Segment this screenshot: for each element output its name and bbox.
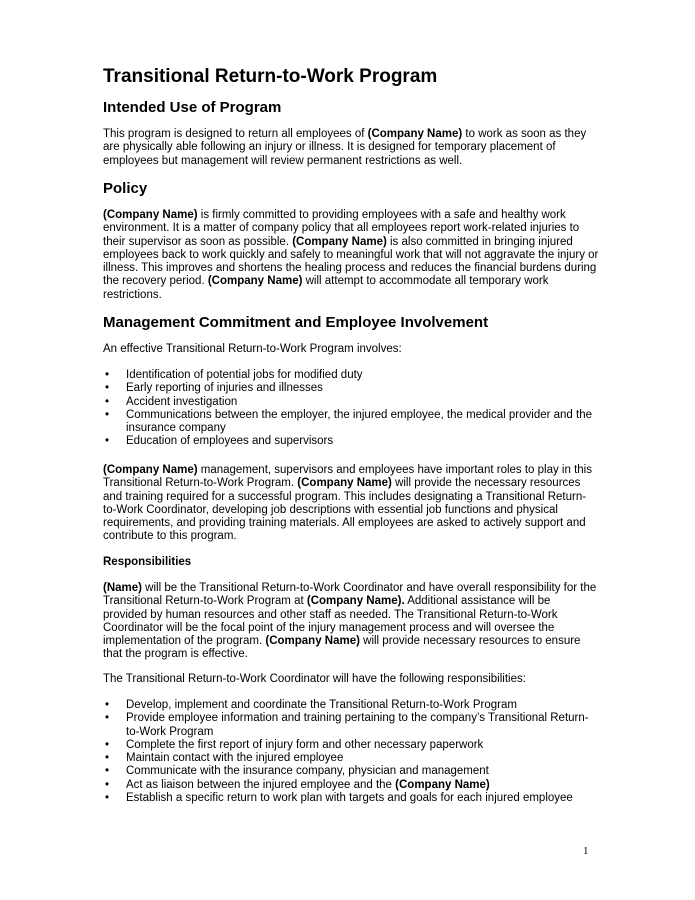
list-item xyxy=(103,792,589,805)
text-run: Transitional Return-to-Work Program. xyxy=(103,477,298,490)
company-name-placeholder: (Company Name) xyxy=(395,778,490,791)
company-name-placeholder: (Company Name) xyxy=(103,209,198,221)
bullet-icon: • xyxy=(105,738,110,751)
text-line xyxy=(103,477,603,490)
text-run: Transitional Return-to-Work Program at xyxy=(103,595,307,608)
text-line xyxy=(103,635,603,648)
company-name-placeholder: (Company Name) xyxy=(265,635,360,648)
text-run: will attempt to accommodate all temporary work xyxy=(302,275,549,288)
text-line xyxy=(103,582,603,595)
company-name-placeholder: (Company Name) xyxy=(292,235,387,248)
list-item xyxy=(103,712,589,739)
text-run: the recovery period. xyxy=(103,275,208,288)
text-run: requirements, and providing training materials. All employees are asked to actively support and xyxy=(103,517,586,530)
text-run: are physically able following an injury or illness. It is designed for temporary placement of xyxy=(103,141,556,154)
text-line xyxy=(103,222,603,235)
bullet-icon: • xyxy=(105,752,110,765)
heading-policy: Policy xyxy=(103,180,148,197)
list-item xyxy=(103,699,589,712)
list-item xyxy=(103,752,589,765)
text-run: will provide necessary resources to ensure xyxy=(359,635,581,648)
text-run: employees back to work quickly and safely to meaningful work that will not aggravate the injury or xyxy=(103,248,599,261)
text-line xyxy=(103,289,603,302)
text-line xyxy=(103,249,603,262)
text-line xyxy=(103,530,603,543)
coordinator-bullet-list xyxy=(103,699,589,805)
text-line xyxy=(103,155,603,168)
list-item xyxy=(103,369,592,382)
list-item xyxy=(103,382,592,395)
bullet-icon: • xyxy=(105,369,110,381)
heading-management-commitment: Management Commitment and Employee Involvement xyxy=(103,314,489,331)
text-run: contribute to this program. xyxy=(103,530,237,543)
list-item-line: Identification of potential jobs for modified duty xyxy=(126,369,363,381)
list-item xyxy=(103,765,589,778)
responsibilities-paragraph xyxy=(103,582,603,662)
bullet-icon: • xyxy=(105,792,110,805)
list-item-line: Maintain contact with the injured employee xyxy=(126,752,344,765)
text-line xyxy=(103,262,603,275)
text-run: implementation of the program. xyxy=(103,635,266,648)
policy-paragraph xyxy=(103,209,603,302)
text-run: illness. This improves and shortens the healing process and reduces the financial burdens during xyxy=(103,262,597,275)
list-item-line: Complete the first report of injury form and other necessary paperwork xyxy=(126,738,484,751)
text-run: This program is designed to return all employees of xyxy=(103,128,368,140)
bullet-icon: • xyxy=(105,765,110,778)
bullet-icon: • xyxy=(105,382,110,395)
text-run: to work as soon as they xyxy=(462,128,587,140)
company-name-placeholder: (Company Name) xyxy=(103,464,198,476)
text-run: Additional assistance will be xyxy=(404,595,551,608)
text-run: will be the Transitional Return-to-Work Coordinator and have overall responsibility for the xyxy=(141,582,597,594)
company-name-placeholder: (Company Name) xyxy=(367,128,463,140)
text-run: environment. It is a matter of company policy that all employees report work-related injuries to xyxy=(103,222,580,235)
text-line xyxy=(103,517,603,530)
text-run: will provide the necessary resources xyxy=(391,477,581,490)
text-line xyxy=(103,648,603,661)
company-name-placeholder: (Company Name) xyxy=(297,477,392,490)
list-item-line xyxy=(126,779,589,792)
text-run: that the program is effective. xyxy=(103,648,248,661)
text-run: Act as liaison between the injured employee and the xyxy=(126,778,396,791)
text-run: employees but management will review permanent restrictions as well. xyxy=(103,154,463,167)
text-run: restrictions. xyxy=(103,288,162,301)
list-item-line: Provide employee information and training pertaining to the company’s Transitional Return- xyxy=(126,712,589,725)
text-run: is firmly committed to providing employees with a safe and healthy work xyxy=(197,209,566,221)
heading-intended-use: Intended Use of Program xyxy=(103,99,282,116)
text-run: and training required for a successful program. This includes designating a Transitional Return- xyxy=(103,490,587,503)
bullet-icon: • xyxy=(105,435,110,448)
text-line xyxy=(103,622,603,635)
text-run: their supervisor as soon as possible. xyxy=(103,235,293,248)
text-run: Coordinator will be the focal point of the injury management process and will oversee the xyxy=(103,621,555,634)
list-item xyxy=(103,739,589,752)
page-number: 1 xyxy=(583,845,589,857)
commitment-paragraph xyxy=(103,464,603,544)
list-item-line: Establish a specific return to work plan with targets and goals for each injured employee xyxy=(126,792,573,805)
page-title: Transitional Return-to-Work Program xyxy=(103,66,438,87)
list-item xyxy=(103,779,589,792)
commitment-bullet-list xyxy=(103,369,592,449)
bullet-icon: • xyxy=(105,778,110,791)
text-line xyxy=(103,236,603,249)
list-item-line: Education of employees and supervisors xyxy=(126,435,334,448)
company-name-placeholder: (Company Name). xyxy=(306,595,405,608)
heading-responsibilities: Responsibilities xyxy=(103,556,192,568)
text-run: to-Work Coordinator, developing job descriptions with essential job functions and physical xyxy=(103,503,558,516)
bullet-icon: • xyxy=(105,395,110,408)
bullet-icon: • xyxy=(105,408,110,421)
text-line xyxy=(103,141,603,154)
text-line xyxy=(103,491,603,504)
text-run: provided by human resources and other staff as needed. The Transitional Return-to-Work xyxy=(103,608,558,621)
coordinator-intro: The Transitional Return-to-Work Coordinator will have the following responsibilities: xyxy=(103,673,526,685)
text-line xyxy=(103,504,603,517)
list-item xyxy=(103,435,592,448)
list-item-line: insurance company xyxy=(126,422,226,435)
company-name-placeholder: (Name) xyxy=(103,582,142,594)
list-item xyxy=(103,409,592,436)
text-line xyxy=(103,275,603,288)
list-item xyxy=(103,396,592,409)
text-line xyxy=(103,128,603,141)
text-line xyxy=(103,609,603,622)
list-item-line: Early reporting of injuries and illnesses xyxy=(126,382,323,395)
list-item-line: Communicate with the insurance company, physician and management xyxy=(126,765,489,778)
bullet-icon: • xyxy=(105,699,110,711)
text-line xyxy=(103,464,603,477)
bullet-icon: • xyxy=(105,712,110,725)
list-item-line: Develop, implement and coordinate the Transitional Return-to-Work Program xyxy=(126,699,517,711)
list-item-line: Accident investigation xyxy=(126,395,238,408)
text-line xyxy=(103,595,603,608)
intended-use-paragraph xyxy=(103,128,603,168)
text-line xyxy=(103,209,603,222)
company-name-placeholder: (Company Name) xyxy=(207,275,303,288)
text-run: is also committed in bringing injured xyxy=(386,235,573,248)
text-run: management, supervisors and employees have important roles to play in this xyxy=(197,464,592,476)
commitment-intro: An effective Transitional Return-to-Work Program involves: xyxy=(103,343,402,355)
list-item-line: Communications between the employer, the injured employee, the medical provider and the xyxy=(126,408,593,421)
list-item-line: to-Work Program xyxy=(126,725,214,738)
